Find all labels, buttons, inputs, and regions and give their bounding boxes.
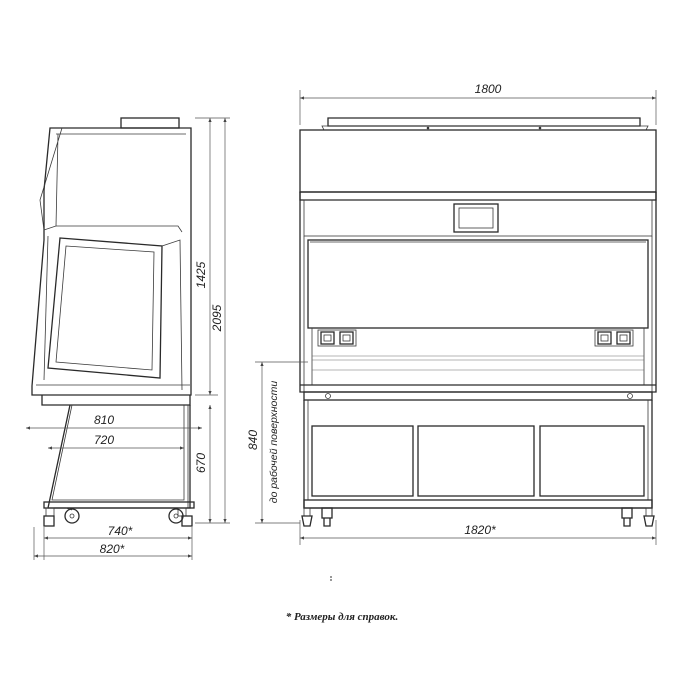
side-caster-right bbox=[169, 508, 192, 526]
front-top-filter bbox=[328, 118, 640, 126]
dim-1800: 1800 bbox=[474, 82, 502, 96]
front-sash bbox=[308, 240, 648, 328]
sockets-left bbox=[318, 330, 356, 346]
footnote: * Размеры для справок. bbox=[285, 611, 399, 623]
side-caster-left bbox=[44, 508, 79, 526]
front-upper-housing bbox=[300, 130, 656, 192]
stand-cabinet-middle bbox=[418, 426, 534, 496]
stand-cabinet-right bbox=[540, 426, 644, 496]
side-top-filter bbox=[121, 118, 179, 128]
dim-720: 720 bbox=[93, 433, 115, 447]
dim-2095: 2095 bbox=[210, 304, 224, 332]
dim-740: 740* bbox=[107, 524, 133, 538]
side-stand-frame bbox=[48, 405, 190, 508]
sockets-right bbox=[595, 330, 633, 346]
front-caster-right bbox=[622, 508, 632, 526]
dim-810: 810 bbox=[93, 413, 115, 427]
front-foot-right bbox=[644, 508, 654, 526]
side-view bbox=[26, 118, 230, 560]
side-housing-outline bbox=[32, 128, 191, 395]
front-foot-left bbox=[302, 508, 312, 526]
dim-670: 670 bbox=[194, 452, 208, 474]
dim-1820: 1820* bbox=[464, 523, 496, 537]
dim-840: 840 bbox=[246, 429, 260, 451]
dim-840-note: до рабочей поверхности bbox=[268, 380, 280, 504]
side-stand-top bbox=[42, 395, 190, 405]
dim-820: 820* bbox=[99, 542, 125, 556]
stand-cabinet-left bbox=[312, 426, 413, 496]
front-view bbox=[246, 82, 656, 545]
dim-1425: 1425 bbox=[194, 261, 208, 289]
front-caster-left bbox=[322, 508, 332, 526]
front-stand-frame bbox=[304, 400, 652, 508]
work-surface-rail bbox=[304, 392, 652, 400]
